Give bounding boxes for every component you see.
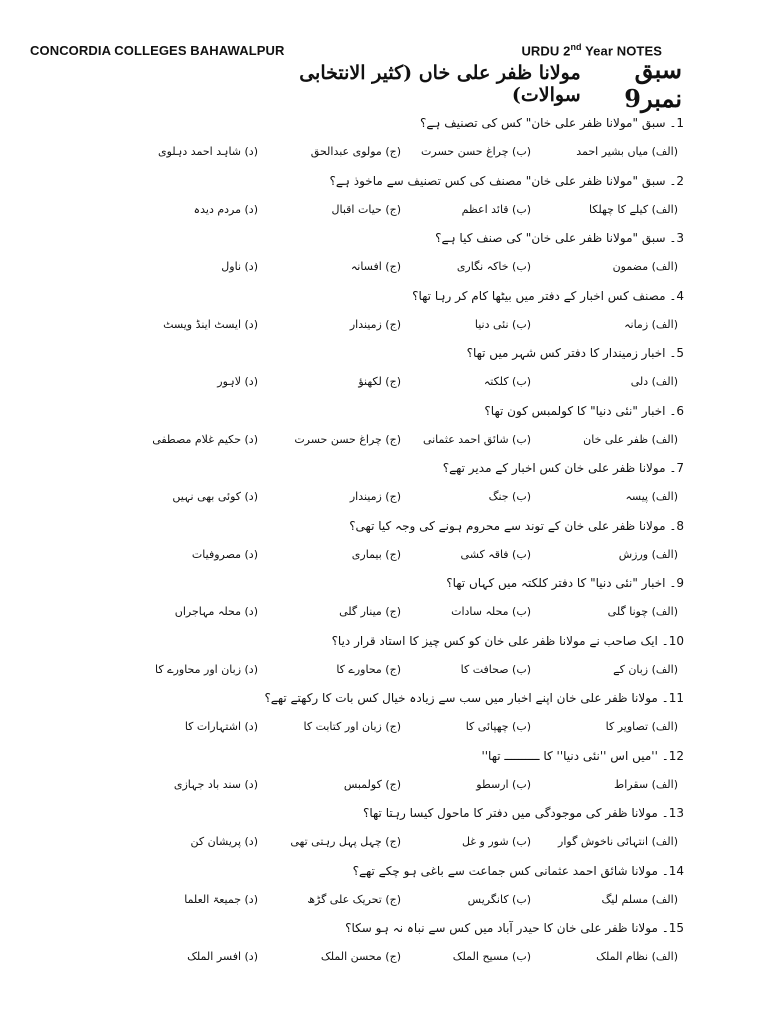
option-b: (ب) محلہ سادات [451,605,531,618]
options-row [0,255,768,279]
option-a: (الف) انتہائی ناخوش گوار [558,835,678,848]
options-row [0,773,768,797]
options-row [0,485,768,509]
question-block [0,340,768,398]
question-text: 10۔ ایک صاحب نے مولانا ظفر علی خان کو کس چیز کا استاد قرار دیا؟ [331,633,684,648]
question-text: 14۔ مولانا شائق احمد عثمانی کس جماعت سے باغی ہو چکے تھے؟ [352,863,684,878]
options-row [0,600,768,624]
option-d: (د) سند باد جہازی [173,777,258,791]
option-a: (الف) زبان کے [613,662,678,676]
option-c: (ج) لکھنؤ [358,375,401,388]
option-d: (د) جمیعۃ العلما [184,892,258,906]
question-block [0,168,768,226]
options-row [0,428,768,452]
option-a: (الف) مسلم لیگ [601,892,678,906]
options-row [0,945,768,969]
option-b: (ب) کلکتہ [483,375,531,388]
option-c: (ج) تحریک علی گڑھ [307,892,401,906]
question-text: 2۔ سبق "مولانا ظفر علی خان" مصنف کی کس تصنیف سے ماخوذ ہے؟ [329,173,684,188]
question-block [0,915,768,973]
question-block [0,685,768,743]
option-d: (د) کوئی بھی نہیں [172,490,258,503]
question-block [0,743,768,801]
option-d: (د) لاہور [217,375,258,388]
option-b: (ب) کانگریس [467,892,531,906]
option-a: (الف) پیسہ [625,490,678,503]
option-b: (ب) شور و غل [461,835,531,848]
question-block [0,110,768,168]
question-text: 9۔ اخبار "نئی دنیا" کا دفتر کلکتہ میں کہاں تھا؟ [446,576,684,590]
option-b: (ب) جنگ [488,490,531,503]
option-b: (ب) قائد اعظم [461,202,531,216]
option-c: (ج) محسن الملک [320,950,401,963]
option-d: (د) حکیم غلام مصطفی [152,432,258,446]
option-a: (الف) مضمون [612,260,678,273]
options-row [0,888,768,912]
option-b: (ب) مسیح الملک [452,950,531,963]
options-row [0,313,768,337]
option-b: (ب) فاقہ کشی [460,547,531,561]
options-row [0,715,768,739]
question-list [0,110,768,973]
title-row [262,55,682,113]
notes-prefix: URDU 2 [521,43,571,59]
option-a: (الف) کیلے کا چھلکا [588,202,678,216]
question-text: 11۔ مولانا ظفر علی خان اپنے اخبار میں سب سے زیادہ خیال کس بات کا رکھتے تھے؟ [264,691,684,705]
notes-superscript: nd [570,42,582,52]
question-text: 3۔ سبق "مولانا ظفر علی خان" کی صنف کیا ہے؟ [435,231,684,245]
question-block [0,570,768,628]
option-d: (د) ناول [221,260,258,273]
question-text: 6۔ اخبار "نئی دنیا" کا کولمبس کون تھا؟ [484,403,684,418]
notes-suffix: Year NOTES [581,43,662,59]
lesson-number: سبق نمبر9 [624,55,682,113]
question-block [0,398,768,456]
page-header [30,42,662,58]
option-b: (ب) ارسطو [476,777,531,791]
option-c: (ج) محاورے کا [336,662,401,676]
question-text: 13۔ مولانا ظفر کی موجودگی میں دفتر کا ماحول کیسا رہتا تھا؟ [363,806,684,820]
option-a: (الف) ورزش [618,547,678,561]
option-a: (الف) زمانہ [624,317,678,331]
option-c: (ج) بیماری [351,547,401,561]
question-text: 12۔ ''میں اس ''نئی دنیا'' کا ــــــــــ تھا'' [481,748,684,763]
option-b: (ب) خاکہ نگاری [456,260,531,273]
option-c: (ج) چراغ حسن حسرت [294,432,401,446]
options-row [0,543,768,567]
question-text: 15۔ مولانا ظفر علی خان کا حیدر آباد میں کس سے نباہ نہ ہو سکا؟ [345,921,684,935]
option-c: (ج) کولمبس [343,777,401,791]
option-c: (ج) حیات اقبال [331,202,401,216]
page-title: مولانا ظفر علی خاں (کثیر الانتخابی سوالات) [299,62,581,106]
question-text: 8۔ مولانا ظفر علی خان کے توند سے محروم ہونے کی وجہ کیا تھی؟ [349,518,684,533]
college-name: CONCORDIA COLLEGES BAHAWALPUR [30,43,285,59]
option-b: (ب) چراغ حسن حسرت [421,145,531,158]
question-block [0,225,768,283]
option-c: (ج) چہل پہل رہتی تھی [290,835,401,848]
option-a: (الف) سقراط [614,777,678,791]
question-block [0,513,768,571]
question-block [0,283,768,341]
option-a: (الف) ظفر علی خان [583,432,678,446]
option-a: (الف) نظام الملک [596,950,678,963]
question-block [0,455,768,513]
option-d: (د) محلہ مہاجراں [174,605,258,618]
option-d: (د) شاہد احمد دہلوی [157,145,258,158]
option-c: (ج) زبان اور کتابت کا [303,720,401,733]
option-c: (ج) افسانہ [350,260,401,273]
options-row [0,658,768,682]
option-b: (ب) شائق احمد عثمانی [422,432,531,446]
option-b: (ب) صحافت کا [460,662,531,676]
option-d: (د) اشتہارات کا [184,720,258,733]
question-block [0,858,768,916]
option-d: (د) ایسٹ اینڈ ویسٹ [163,317,258,331]
option-b: (ب) نئی دنیا [474,317,531,331]
options-row [0,830,768,854]
option-a: (الف) تصاویر کا [605,720,678,733]
option-d: (د) زبان اور محاورے کا [155,662,258,676]
option-a: (الف) میاں بشیر احمد [576,145,678,158]
option-a: (الف) دلی [630,375,678,388]
question-text: 7۔ مولانا ظفر علی خان کس اخبار کے مدیر تھے؟ [442,461,684,475]
option-c: (ج) زمیندار [349,490,401,503]
options-row [0,370,768,394]
option-b: (ب) چھپائی کا [465,720,531,733]
question-text: 4۔ مصنف کس اخبار کے دفتر میں بیٹھا کام کر رہا تھا؟ [412,288,684,303]
option-c: (ج) زمیندار [349,317,401,331]
option-d: (د) پریشان کن [190,835,258,848]
option-c: (ج) مینار گلی [339,605,401,618]
options-row [0,198,768,222]
option-d: (د) مصروفیات [191,547,258,561]
option-d: (د) افسر الملک [187,950,258,963]
question-text: 1۔ سبق "مولانا ظفر علی خان" کس کی تصنیف ہے؟ [419,116,684,130]
question-block [0,800,768,858]
options-row [0,140,768,164]
option-c: (ج) مولوی عبدالحق [310,145,401,158]
option-d: (د) مردم دیدہ [193,202,258,216]
option-a: (الف) چونا گلی [607,605,678,618]
question-block [0,628,768,686]
question-text: 5۔ اخبار زمیندار کا دفتر کس شہر میں تھا؟ [466,346,684,360]
